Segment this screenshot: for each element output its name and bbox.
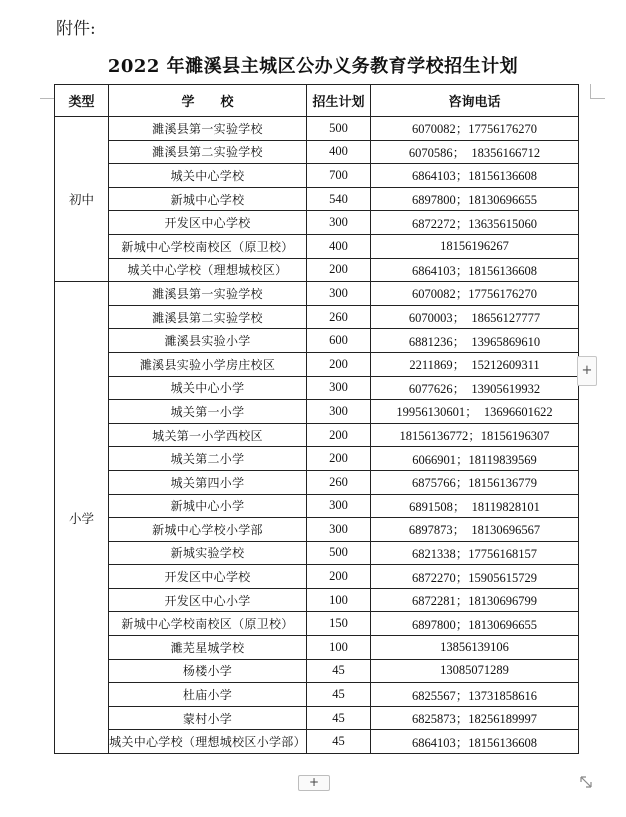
table-row — [55, 494, 579, 518]
table-row — [55, 187, 579, 211]
table-row — [55, 518, 579, 542]
phone-cell: 6070003； 18656127777 — [371, 305, 579, 329]
enroll-count-cell: 300 — [307, 494, 371, 518]
table-row — [55, 140, 579, 164]
enroll-count-cell: 100 — [307, 588, 371, 612]
school-name-cell: 城关中心学校（理想城校区） — [109, 258, 307, 282]
enroll-count-cell: 200 — [307, 447, 371, 471]
table-row — [55, 376, 579, 400]
phone-cell: 6891508； 18119828101 — [371, 494, 579, 518]
phone-cell: 18156196267 — [371, 234, 579, 258]
enroll-count-cell: 500 — [307, 541, 371, 565]
table-row — [55, 211, 579, 235]
phone-cell: 6872281；18130696799 — [371, 588, 579, 612]
school-name-cell: 蒙村小学 — [109, 706, 307, 730]
phone-cell: 6070082；17756176270 — [371, 282, 579, 306]
table-row — [55, 612, 579, 636]
school-name-cell: 城关第一小学 — [109, 400, 307, 424]
header-type: 类型 — [55, 85, 109, 117]
school-name-cell: 城关第二小学 — [109, 447, 307, 471]
phone-cell: 6872270；15905615729 — [371, 565, 579, 589]
enroll-count-cell: 300 — [307, 400, 371, 424]
table-row — [55, 470, 579, 494]
school-name-cell: 开发区中心学校 — [109, 565, 307, 589]
table-row — [55, 541, 579, 565]
school-name-cell: 城关第四小学 — [109, 470, 307, 494]
phone-cell: 6825873；18256189997 — [371, 706, 579, 730]
table-row — [55, 234, 579, 258]
table-row — [55, 164, 579, 188]
enroll-count-cell: 200 — [307, 565, 371, 589]
phone-cell: 6872272；13635615060 — [371, 211, 579, 235]
phone-cell: 6897800；18130696655 — [371, 612, 579, 636]
enroll-count-cell: 100 — [307, 636, 371, 660]
school-name-cell: 新城实验学校 — [109, 541, 307, 565]
enroll-count-cell: 300 — [307, 518, 371, 542]
table-row — [55, 636, 579, 660]
enroll-count-cell: 260 — [307, 470, 371, 494]
school-name-cell: 濉溪县实验小学房庄校区 — [109, 352, 307, 376]
phone-cell: 18156136772；18156196307 — [371, 423, 579, 447]
phone-cell: 6821338；17756168157 — [371, 541, 579, 565]
table-row — [55, 447, 579, 471]
school-name-cell: 杨楼小学 — [109, 659, 307, 683]
header-school: 学 校 — [109, 85, 307, 117]
table-row — [55, 659, 579, 683]
school-name-cell: 城关中心学校 — [109, 164, 307, 188]
enroll-count-cell: 200 — [307, 258, 371, 282]
school-name-cell: 濉溪县第一实验学校 — [109, 117, 307, 141]
table-row — [55, 706, 579, 730]
enroll-count-cell: 45 — [307, 683, 371, 707]
enroll-count-cell: 300 — [307, 282, 371, 306]
table-row — [55, 282, 579, 306]
phone-cell: 6070586； 18356166712 — [371, 140, 579, 164]
enroll-count-cell: 540 — [307, 187, 371, 211]
enroll-count-cell: 45 — [307, 659, 371, 683]
table-row — [55, 258, 579, 282]
table-row — [55, 683, 579, 707]
table-row — [55, 305, 579, 329]
table-row — [55, 423, 579, 447]
phone-cell: 13856139106 — [371, 636, 579, 660]
enroll-count-cell: 200 — [307, 423, 371, 447]
phone-cell: 6864103；18156136608 — [371, 730, 579, 754]
document-title: 2022 年濉溪县主城区公办义务教育学校招生计划 — [107, 56, 519, 77]
enroll-count-cell: 45 — [307, 706, 371, 730]
table-row — [55, 730, 579, 754]
school-name-cell: 濉芜星城学校 — [109, 636, 307, 660]
table-row — [55, 352, 579, 376]
school-name-cell: 开发区中心小学 — [109, 588, 307, 612]
table-body — [55, 117, 579, 754]
enroll-count-cell: 150 — [307, 612, 371, 636]
school-name-cell: 新城中心学校南校区（原卫校） — [109, 612, 307, 636]
school-name-cell: 濉溪县第二实验学校 — [109, 140, 307, 164]
phone-cell: 6897873； 18130696567 — [371, 518, 579, 542]
enroll-count-cell: 400 — [307, 234, 371, 258]
phone-cell: 19956130601； 13696601622 — [371, 400, 579, 424]
enroll-count-cell: 200 — [307, 352, 371, 376]
category-cell: 初中 — [55, 117, 109, 282]
school-name-cell: 新城中心学校 — [109, 187, 307, 211]
table-row — [55, 400, 579, 424]
phone-cell: 6825567；13731858616 — [371, 683, 579, 707]
enroll-count-cell: 500 — [307, 117, 371, 141]
enrollment-table — [54, 84, 579, 754]
phone-cell: 6066901；18119839569 — [371, 447, 579, 471]
school-name-cell: 新城中心学校小学部 — [109, 518, 307, 542]
add-column-button[interactable]: + — [577, 356, 597, 386]
enroll-count-cell: 700 — [307, 164, 371, 188]
resize-handle-icon[interactable] — [578, 774, 594, 790]
school-name-cell: 濉溪县实验小学 — [109, 329, 307, 353]
phone-cell: 13085071289 — [371, 659, 579, 683]
crop-mark-top-right — [590, 84, 605, 99]
table-row — [55, 588, 579, 612]
phone-cell: 6897800；18130696655 — [371, 187, 579, 211]
enroll-count-cell: 45 — [307, 730, 371, 754]
category-cell: 小学 — [55, 282, 109, 754]
table-row — [55, 329, 579, 353]
add-row-button[interactable]: + — [298, 775, 330, 791]
phone-cell: 6881236； 13965869610 — [371, 329, 579, 353]
enroll-count-cell: 300 — [307, 211, 371, 235]
table-header-row — [55, 85, 579, 117]
enroll-count-cell: 600 — [307, 329, 371, 353]
phone-cell: 6070082；17756176270 — [371, 117, 579, 141]
attachment-label: 附件: — [56, 19, 96, 39]
school-name-cell: 新城中心学校南校区（原卫校） — [109, 234, 307, 258]
crop-mark-top-left — [40, 84, 55, 99]
phone-cell: 2211869； 15212609311 — [371, 352, 579, 376]
school-name-cell: 濉溪县第二实验学校 — [109, 305, 307, 329]
header-phone: 咨询电话 — [371, 85, 579, 117]
school-name-cell: 濉溪县第一实验学校 — [109, 282, 307, 306]
school-name-cell: 城关中心小学 — [109, 376, 307, 400]
phone-cell: 6077626； 13905619932 — [371, 376, 579, 400]
header-enroll: 招生计划 — [307, 85, 371, 117]
school-name-cell: 新城中心小学 — [109, 494, 307, 518]
enroll-count-cell: 260 — [307, 305, 371, 329]
enroll-count-cell: 400 — [307, 140, 371, 164]
enroll-count-cell: 300 — [307, 376, 371, 400]
table-row — [55, 117, 579, 141]
school-name-cell: 城关第一小学西校区 — [109, 423, 307, 447]
phone-cell: 6864103；18156136608 — [371, 164, 579, 188]
school-name-cell: 杜庙小学 — [109, 683, 307, 707]
school-name-cell: 城关中心学校（理想城校区小学部） — [109, 730, 307, 754]
table-row — [55, 565, 579, 589]
school-name-cell: 开发区中心学校 — [109, 211, 307, 235]
phone-cell: 6864103；18156136608 — [371, 258, 579, 282]
phone-cell: 6875766；18156136779 — [371, 470, 579, 494]
